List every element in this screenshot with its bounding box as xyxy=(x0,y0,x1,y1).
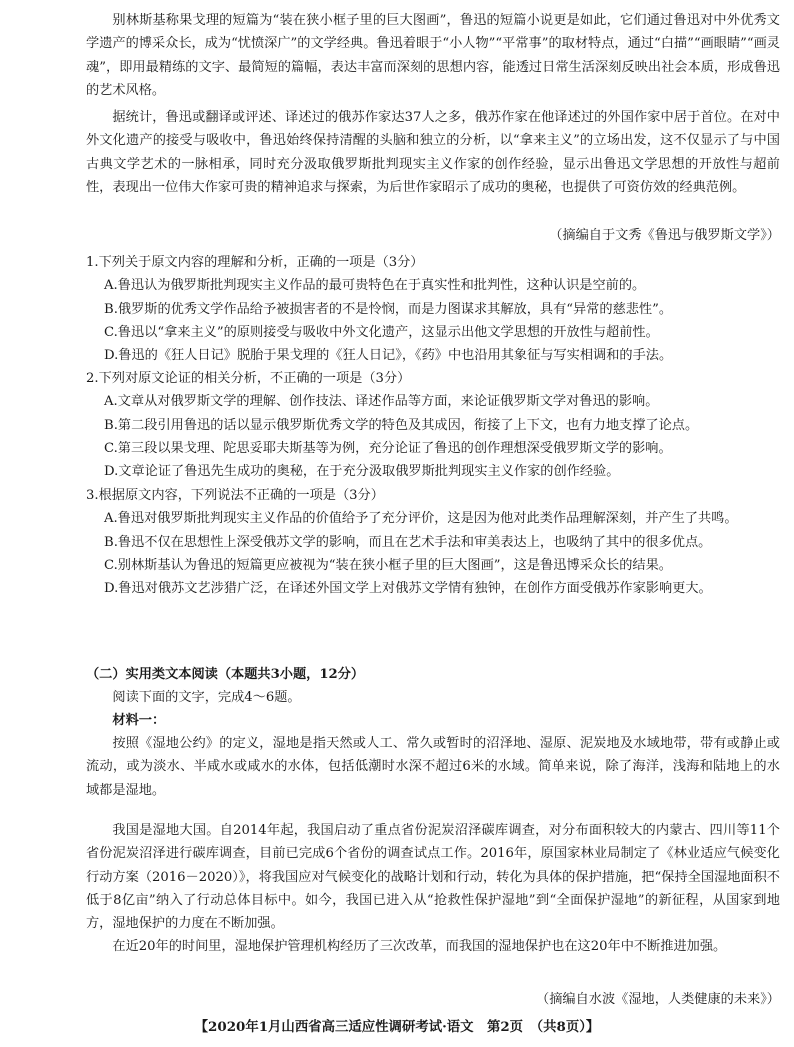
option-b: B.第二段引用鲁迅的话以显示俄罗斯优秀文学的特色及其成因，衔接了上下文，也有力地支撑了论点。 xyxy=(104,417,699,433)
section-instruction: 阅读下面的文字，完成4～6题。 xyxy=(112,690,301,705)
material-paragraph-3: 在近20年的时间里，湿地保护管理机构经历了三次改革，而我国的湿地保护也在这20年中不断推进加强。 xyxy=(112,939,727,954)
option-a: A.文章从对俄罗斯文学的理解、创作技法、译述作品等方面，来论证俄罗斯文学对鲁迅的影响。 xyxy=(104,394,659,410)
question-3 xyxy=(86,484,786,600)
material-paragraph-1: 按照《湿地公约》的定义，湿地是指天然或人工、常久或暂时的沼泽地、湿原、泥炭地及水域地带，带有或静止或流动，或为淡水、半咸水或咸水的水体，包括低潮时水深不超过6米的水域。简单来说，除了海洋，浅海和陆地上的水域都是湿地。 xyxy=(86,736,780,798)
question-stem: 1.下列关于原文内容的理解和分析，正确的一项是（3分） xyxy=(86,255,424,270)
material-paragraph-2: 我国是湿地大国。自2014年起，我国启动了重点省份泥炭沼泽碳库调查，对分布面积较大的内蒙古、四川等11个省份泥炭沼泽进行碳库调查，目前已完成6个省份的调查试点工作。2016年，原国家林业局制定了《林业适应气候变化行动方案（2016－2020）》，将我国应对气候变化的战略计划和行动，转化为具体的保护措施，把“保持全国湿地面积不低于8亿亩”纳入了行动总体目标中。如今，我国已进入从“抢救性保护湿地”到“全面保护湿地”的新征程，从国家到地方，湿地保护的力度在不断加强。 xyxy=(86,823,780,932)
option-d: D.文章论证了鲁迅先生成功的奥秘，在于充分汲取俄罗斯批判现实主义作家的创作经验。 xyxy=(104,464,620,480)
passage-paragraph-1: 别林斯基称果戈理的短篇为“装在狭小框子里的巨大图画”，鲁迅的短篇小说更是如此，它们通过鲁迅对中外优秀文学遗产的博采众长，成为“忧愤深广”的文学经典。鲁迅着眼于“小人物”“平常事”的取材特点，通过“白描”“画眼睛”“画灵魂”，即用最精练的文字、最简短的篇幅，表达丰富而深刻的思想内容，能透过日常生活深刻反映出社会本质，形成鲁迅的艺术风格。 xyxy=(86,13,780,98)
section-heading: （二）实用类文本阅读（本题共3小题，12分） xyxy=(86,667,365,682)
option-d: D.鲁迅的《狂人日记》脱胎于果戈理的《狂人日记》，《药》中也沿用其象征与写实相调和的手法。 xyxy=(104,348,673,364)
option-a: A.鲁迅认为俄罗斯批判现实主义作品的最可贵特色在于真实性和批判性，这种认识是空前的。 xyxy=(104,278,646,294)
option-b: B.俄罗斯的优秀文学作品给予被损害者的不是怜悯，而是力图谋求其解放，具有“异常的慈悲性”。 xyxy=(104,301,673,317)
option-a: A.鲁迅对俄罗斯批判现实主义作品的价值给予了充分评价，这是因为他对此类作品理解深刻，并产生了共鸣。 xyxy=(104,511,738,527)
page-footer: 【2020年1月山西省高三适应性调研考试·语文 第2页 （共8页）】 xyxy=(194,1019,600,1035)
option-c: C.别林斯基认为鲁迅的短篇更应被视为“装在狭小框子里的巨大图画”，这是鲁迅博采众长的结果。 xyxy=(104,557,672,573)
question-1 xyxy=(86,251,786,367)
question-stem: 2.下列对原文论证的相关分析，不正确的一项是（3分） xyxy=(86,371,411,386)
option-d: D.鲁迅对俄苏文艺涉猎广泛，在译述外国文学上对俄苏文学情有独钟，在创作方面受俄苏作家影响更大。 xyxy=(104,581,712,597)
material-source: （摘编自水波《湿地，人类健康的未来》） xyxy=(536,992,780,1007)
material-label: 材料一： xyxy=(112,713,166,728)
passage-paragraph-2: 据统计，鲁迅或翻译或评述、译述过的俄苏作家达37人之多，俄苏作家在他译述过的外国作家中居于首位。在对中外文化遗产的接受与吸收中，鲁迅始终保持清醒的头脑和独立的分析，以“拿来主义”的立场出发，这不仅显示了与中国古典文学艺术的一脉相承，同时充分汲取俄罗斯批判现实主义作家的创作经验，显示出鲁迅文学思想的开放性与超前性，表现出一位伟大作家可贵的精神追求与探索，为后世作家昭示了成功的奥秘，也提供了可资仿效的经典范例。 xyxy=(86,110,780,195)
passage-source: （摘编自于文秀《鲁迅与俄罗斯文学》） xyxy=(549,228,780,243)
option-c: C.第三段以果戈理、陀思妥耶夫斯基等为例，充分论证了鲁迅的创作理想深受俄罗斯文学的影响。 xyxy=(104,440,672,456)
question-stem: 3.根据原文内容，下列说法不正确的一项是（3分） xyxy=(86,488,384,503)
question-2 xyxy=(86,367,786,483)
option-b: B.鲁迅不仅在思想性上深受俄苏文学的影响，而且在艺术手法和审美表达上，也吸纳了其中的很多优点。 xyxy=(104,534,712,550)
option-c: C.鲁迅以“拿来主义”的原则接受与吸收中外文化遗产，这显示出他文学思想的开放性与超前性。 xyxy=(104,324,659,340)
